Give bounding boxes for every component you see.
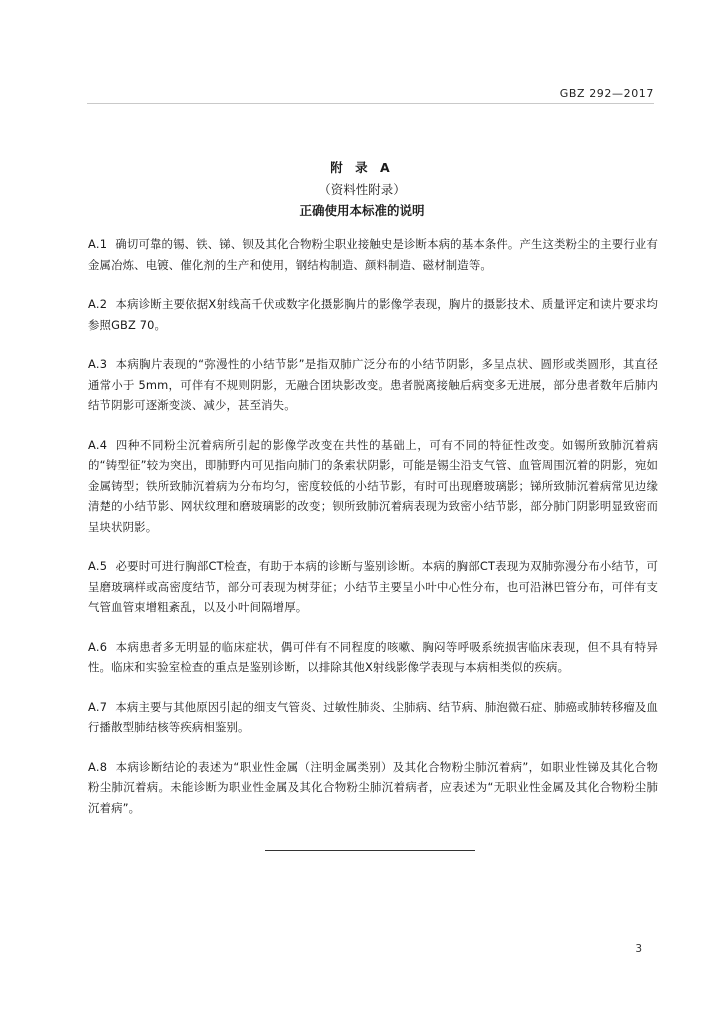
clause-number: A.7 [88, 699, 108, 714]
clause-text: 本病诊断主要依据X射线高千伏或数字化摄影胸片的影像学表现，胸片的摄影技术、质量评定和读片要求均参照GBZ 70。 [88, 297, 658, 332]
clause-a4 [88, 435, 658, 538]
standard-code: GBZ 292—2017 [559, 87, 654, 100]
clause-text: 本病患者多无明显的临床症状，偶可伴有不同程度的咳嗽、胸闷等呼吸系统损害临床表现，但不具有特异性。临床和实验室检查的重点是鉴别诊断，以排除其他X射线影像学表现与本病相类似的疾病。 [88, 639, 658, 674]
header-divider [87, 103, 654, 104]
clause-number: A.4 [88, 437, 108, 452]
clause-text: 四种不同粉尘沉着病所引起的影像学改变在共性的基础上，可有不同的特征性改变。如锡所致肺沉着病的“铸型征”较为突出，即肺野内可见指向肺门的条索状阴影，可能是锡尘沿支气管、血管周围沉着的阴影，宛如金属铸型；铁所致肺沉着病为分布均匀，密度较低的小结节影，有时可出现磨玻璃影；锑所致肺沉着病常见边缘清楚的小结节影、网状纹理和磨玻璃影的改变；钡所致肺沉着病表现为致密小结节影，部分肺门阴影明显致密而呈块状阴影。 [88, 437, 658, 534]
clause-a3 [88, 354, 658, 416]
clause-number: A.6 [88, 639, 108, 654]
page-number: 3 [635, 943, 642, 955]
clause-a8 [88, 757, 658, 819]
clause-number: A.2 [88, 297, 108, 311]
clause-text: 必要时可进行胸部CT检查，有助于本病的诊断与鉴别诊断。本病的胸部CT表现为双肺弥漫分布小结节，可呈磨玻璃样或高密度结节，部分可表现为树芽征；小结节主要呈小叶中心性分布，也可沿淋巴管分布，可伴有支气管血管束增粗紊乱，以及小叶间隔增厚。 [88, 559, 658, 614]
clause-a7 [88, 697, 658, 738]
appendix-title: 附 录 A [330, 160, 394, 175]
appendix-heading [0, 157, 724, 221]
appendix-subtitle: 正确使用本标准的说明 [299, 203, 425, 218]
clause-text: 本病主要与其他原因引起的细支气管炎、过敏性肺炎、尘肺病、结节病、肺泡微石症、肺癌或肺转移瘤及血行播散型肺结核等疾病相鉴别。 [88, 699, 658, 734]
clause-number: A.8 [88, 759, 108, 774]
clause-a5 [88, 556, 658, 618]
appendix-nature: （资料性附录） [318, 182, 406, 197]
clause-a1 [88, 234, 658, 275]
clause-list [88, 234, 658, 837]
clause-number: A.1 [88, 237, 108, 251]
clause-a2 [88, 294, 658, 335]
clause-text: 本病胸片表现的“弥漫性的小结节影”是指双肺广泛分布的小结节阴影，多呈点状、圆形或类圆形，其直径通常小于 5mm，可伴有不规则阴影，无融合团块影改变。患者脱离接触后病变多无进展，部分患者数年后肺内结节阴影可逐渐变淡、减少，甚至消失。 [88, 357, 658, 412]
clause-text: 确切可靠的锡、铁、锑、钡及其化合物粉尘职业接触史是诊断本病的基本条件。产生这类粉尘的主要行业有金属冶炼、电镀、催化剂的生产和使用，钢结构制造、颜料制造、磁材制造等。 [88, 237, 658, 272]
clause-number: A.3 [88, 357, 108, 371]
clause-number: A.5 [88, 559, 108, 573]
end-of-appendix-rule [265, 850, 475, 851]
clause-a6 [88, 637, 658, 678]
clause-text: 本病诊断结论的表述为“职业性金属（注明金属类别）及其化合物粉尘肺沉着病”，如职业性锑及其化合物粉尘肺沉着病。未能诊断为职业性金属及其化合物粉尘肺沉着病者，应表述为“无职业性金属及其化合物粉尘肺沉着病”。 [88, 759, 658, 815]
